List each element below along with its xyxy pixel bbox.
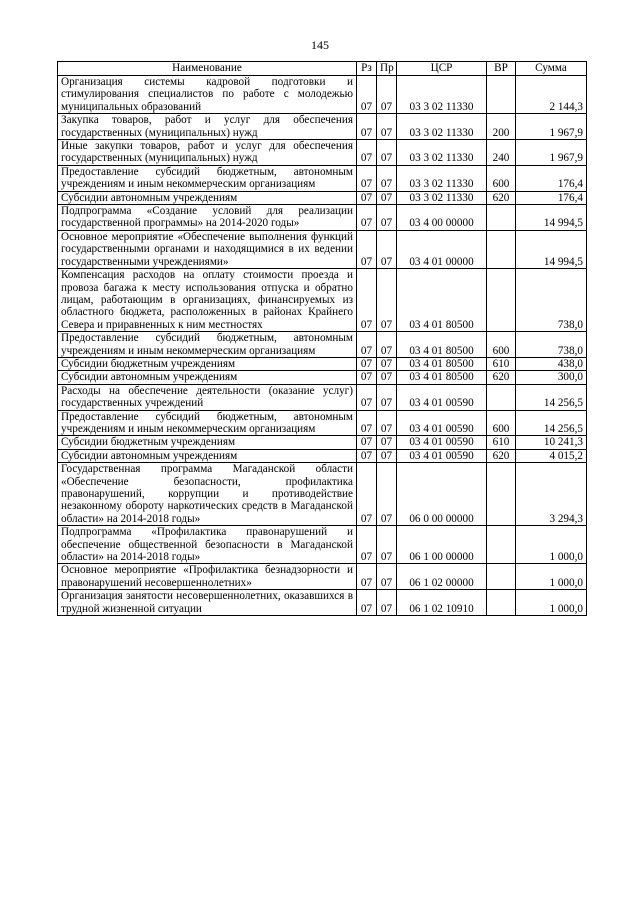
table-row xyxy=(58,165,587,191)
row-name: Компенсация расходов на оплату стоимости проезда и провоза багажа к месту использования отпуска и обратно лицам, работающим в организациях, финансируемых из областного бюджета, расположенных в районах Крайнего Севера и приравненных к ним местностях xyxy=(58,269,357,332)
row-sum: 300,0 xyxy=(516,371,587,384)
row-name: Предоставление субсидий бюджетным, автономным учреждениям и иным некоммерческим организациям xyxy=(58,165,357,191)
row-rz: 07 xyxy=(357,371,377,384)
row-sum: 438,0 xyxy=(516,357,587,370)
header-csr: ЦСР xyxy=(397,62,487,76)
row-sum: 176,4 xyxy=(516,191,587,204)
row-vr: 610 xyxy=(487,436,516,449)
row-pr: 07 xyxy=(377,332,397,358)
row-csr: 03 4 00 00000 xyxy=(397,205,487,231)
table-row xyxy=(58,140,587,166)
row-pr: 07 xyxy=(377,357,397,370)
row-rz: 07 xyxy=(357,526,377,564)
row-sum: 738,0 xyxy=(516,332,587,358)
row-sum: 14 256,5 xyxy=(516,410,587,436)
row-name: Закупка товаров, работ и услуг для обеспечения государственных (муниципальных) нужд xyxy=(58,114,357,140)
row-csr: 03 3 02 11330 xyxy=(397,76,487,114)
table-row xyxy=(58,114,587,140)
row-name: Предоставление субсидий бюджетным, автономным учреждениям и иным некоммерческим организациям xyxy=(58,332,357,358)
row-pr: 07 xyxy=(377,140,397,166)
row-pr: 07 xyxy=(377,191,397,204)
row-pr: 07 xyxy=(377,436,397,449)
table-row xyxy=(58,410,587,436)
table-row xyxy=(58,564,587,590)
row-name: Иные закупки товаров, работ и услуг для обеспечения государственных (муниципальных) нужд xyxy=(58,140,357,166)
row-rz: 07 xyxy=(357,436,377,449)
header-sum: Сумма xyxy=(516,62,587,76)
row-csr: 03 4 01 00590 xyxy=(397,410,487,436)
row-rz: 07 xyxy=(357,165,377,191)
row-vr: 600 xyxy=(487,165,516,191)
budget-table xyxy=(57,61,587,616)
row-rz: 07 xyxy=(357,191,377,204)
row-name: Организация занятости несовершеннолетних, оказавшихся в трудной жизненной ситуации xyxy=(58,590,357,616)
row-sum: 4 015,2 xyxy=(516,449,587,462)
table-row xyxy=(58,357,587,370)
table-row xyxy=(58,191,587,204)
row-vr xyxy=(487,590,516,616)
row-sum: 14 994,5 xyxy=(516,230,587,268)
row-rz: 07 xyxy=(357,564,377,590)
table-header-row xyxy=(58,62,587,76)
row-rz: 07 xyxy=(357,410,377,436)
row-pr: 07 xyxy=(377,590,397,616)
row-csr: 03 4 01 00000 xyxy=(397,230,487,268)
row-vr: 600 xyxy=(487,332,516,358)
row-vr: 610 xyxy=(487,357,516,370)
row-pr: 07 xyxy=(377,269,397,332)
table-row xyxy=(58,436,587,449)
row-csr: 06 1 02 00000 xyxy=(397,564,487,590)
row-sum: 1 000,0 xyxy=(516,526,587,564)
row-pr: 07 xyxy=(377,564,397,590)
row-sum: 10 241,3 xyxy=(516,436,587,449)
row-vr xyxy=(487,463,516,526)
row-csr: 03 4 01 80500 xyxy=(397,332,487,358)
page-number: 145 xyxy=(311,38,329,52)
row-pr: 07 xyxy=(377,463,397,526)
table-row xyxy=(58,205,587,231)
row-vr xyxy=(487,230,516,268)
row-vr: 620 xyxy=(487,371,516,384)
table-row xyxy=(58,230,587,268)
row-vr: 240 xyxy=(487,140,516,166)
row-name: Основное мероприятие «Обеспечение выполнения функций государственными органами и находящимися в их ведении государственными учреждениями» xyxy=(58,230,357,268)
table-row xyxy=(58,526,587,564)
row-rz: 07 xyxy=(357,357,377,370)
row-sum: 1 000,0 xyxy=(516,590,587,616)
row-vr xyxy=(487,205,516,231)
header-rz: Рз xyxy=(357,62,377,76)
row-rz: 07 xyxy=(357,269,377,332)
row-rz: 07 xyxy=(357,384,377,410)
row-pr: 07 xyxy=(377,410,397,436)
row-name: Субсидии автономным учреждениям xyxy=(58,449,357,462)
table-row xyxy=(58,590,587,616)
row-vr xyxy=(487,384,516,410)
row-rz: 07 xyxy=(357,463,377,526)
table-row xyxy=(58,384,587,410)
row-pr: 07 xyxy=(377,76,397,114)
row-rz: 07 xyxy=(357,140,377,166)
row-vr: 600 xyxy=(487,410,516,436)
row-sum: 1 967,9 xyxy=(516,114,587,140)
row-pr: 07 xyxy=(377,205,397,231)
row-name: Подпрограмма «Профилактика правонарушений и обеспечение общественной безопасности в Магаданской области» на 2014-2018 годы» xyxy=(58,526,357,564)
row-pr: 07 xyxy=(377,384,397,410)
row-vr xyxy=(487,269,516,332)
row-name: Государственная программа Магаданской области «Обеспечение безопасности, профилактика правонарушений, коррупции и противодействие незаконному обороту наркотических средств в Магаданской области» на 2014-2018 годы» xyxy=(58,463,357,526)
row-vr xyxy=(487,76,516,114)
row-name: Субсидии автономным учреждениям xyxy=(58,191,357,204)
row-csr: 06 1 02 10910 xyxy=(397,590,487,616)
row-vr xyxy=(487,526,516,564)
row-csr: 03 3 02 11330 xyxy=(397,140,487,166)
row-rz: 07 xyxy=(357,76,377,114)
table-row xyxy=(58,463,587,526)
row-csr: 03 4 01 00590 xyxy=(397,436,487,449)
row-sum: 1 967,9 xyxy=(516,140,587,166)
header-pr: Пр xyxy=(377,62,397,76)
row-csr: 03 4 01 80500 xyxy=(397,357,487,370)
table-row xyxy=(58,371,587,384)
row-rz: 07 xyxy=(357,449,377,462)
row-rz: 07 xyxy=(357,114,377,140)
row-csr: 03 3 02 11330 xyxy=(397,114,487,140)
row-csr: 03 4 01 80500 xyxy=(397,269,487,332)
row-name: Основное мероприятие «Профилактика безнадзорности и правонарушений несовершеннолетних» xyxy=(58,564,357,590)
row-name: Расходы на обеспечение деятельности (оказание услуг) государственных учреждений xyxy=(58,384,357,410)
row-sum: 2 144,3 xyxy=(516,76,587,114)
row-vr: 620 xyxy=(487,449,516,462)
row-pr: 07 xyxy=(377,449,397,462)
row-sum: 176,4 xyxy=(516,165,587,191)
row-pr: 07 xyxy=(377,526,397,564)
row-pr: 07 xyxy=(377,114,397,140)
table-row xyxy=(58,76,587,114)
row-rz: 07 xyxy=(357,230,377,268)
row-vr: 200 xyxy=(487,114,516,140)
row-sum: 14 994,5 xyxy=(516,205,587,231)
row-vr xyxy=(487,564,516,590)
row-pr: 07 xyxy=(377,371,397,384)
row-csr: 06 0 00 00000 xyxy=(397,463,487,526)
row-sum: 738,0 xyxy=(516,269,587,332)
row-csr: 06 1 00 00000 xyxy=(397,526,487,564)
row-rz: 07 xyxy=(357,205,377,231)
row-pr: 07 xyxy=(377,230,397,268)
row-csr: 03 4 01 80500 xyxy=(397,371,487,384)
table-row xyxy=(58,449,587,462)
row-name: Субсидии бюджетным учреждениям xyxy=(58,357,357,370)
row-rz: 07 xyxy=(357,590,377,616)
row-csr: 03 4 01 00590 xyxy=(397,449,487,462)
row-sum: 3 294,3 xyxy=(516,463,587,526)
row-csr: 03 3 02 11330 xyxy=(397,165,487,191)
row-name: Предоставление субсидий бюджетным, автономным учреждениям и иным некоммерческим организациям xyxy=(58,410,357,436)
row-name: Субсидии бюджетным учреждениям xyxy=(58,436,357,449)
row-csr: 03 4 01 00590 xyxy=(397,384,487,410)
row-vr: 620 xyxy=(487,191,516,204)
row-csr: 03 3 02 11330 xyxy=(397,191,487,204)
table-row xyxy=(58,269,587,332)
header-vr: ВР xyxy=(487,62,516,76)
row-rz: 07 xyxy=(357,332,377,358)
table-row xyxy=(58,332,587,358)
header-name: Наименование xyxy=(58,62,357,76)
row-name: Подпрограмма «Создание условий для реализации государственной программы» на 2014-2020 годы» xyxy=(58,205,357,231)
row-sum: 14 256,5 xyxy=(516,384,587,410)
row-name: Организация системы кадровой подготовки и стимулирования специалистов по работе с молодежью муниципальных образований xyxy=(58,76,357,114)
row-sum: 1 000,0 xyxy=(516,564,587,590)
row-pr: 07 xyxy=(377,165,397,191)
row-name: Субсидии автономным учреждениям xyxy=(58,371,357,384)
